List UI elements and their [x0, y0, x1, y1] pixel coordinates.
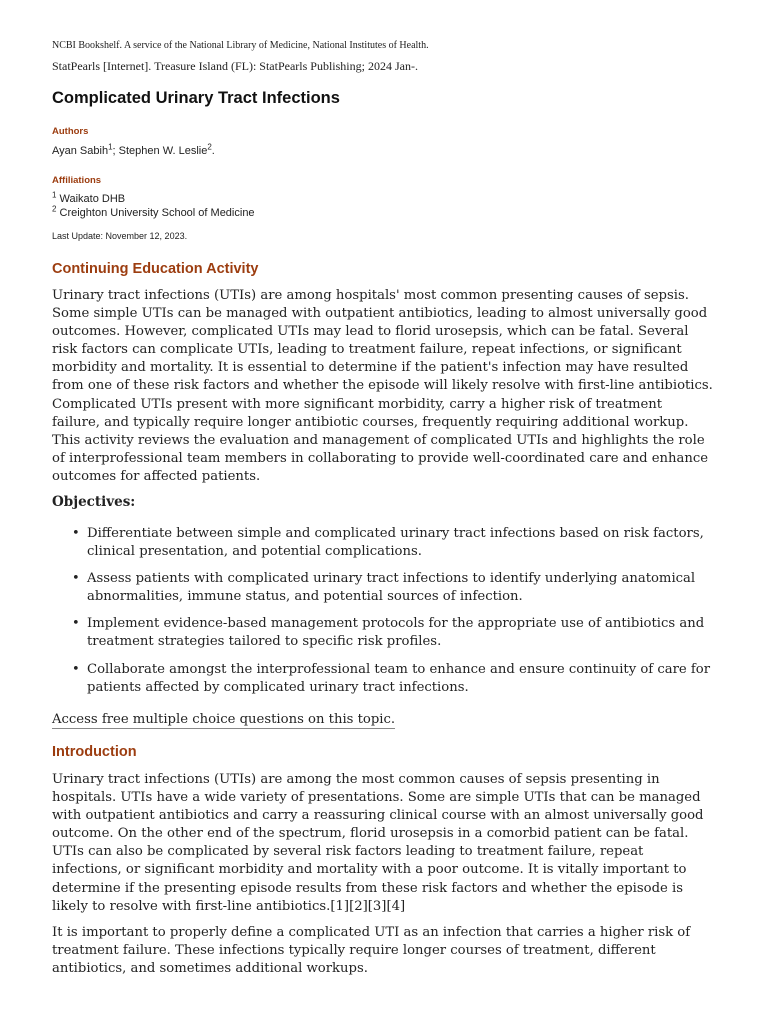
author-separator: ;	[112, 145, 119, 157]
author2-sup: 2	[207, 142, 212, 152]
last-update: Last Update: November 12, 2023.	[52, 231, 188, 241]
bookshelf-note: NCBI Bookshelf. A service of the National Library of Medicine, National Institutes of Health.	[52, 40, 429, 51]
introduction-heading: Introduction	[52, 744, 137, 760]
bullet-icon: •	[72, 616, 80, 632]
affiliation-2	[52, 204, 255, 219]
objective-item	[52, 661, 714, 697]
objective-text: Implement evidence-based management protocols for the appropriate use of antibiotics and treatment strategies tailored to specific risk profiles.	[87, 616, 705, 650]
objective-text: Assess patients with complicated urinary tract infections to identify underlying anatomical abnormalities, immune status, and potential sources of infection.	[87, 571, 696, 605]
affiliation-1-text: Waikato DHB	[59, 193, 126, 205]
affiliation-1	[52, 190, 126, 205]
reference-link-2[interactable]: [2]	[349, 898, 368, 914]
mcq-access-link[interactable]: Access free multiple choice questions on this topic.	[52, 712, 396, 727]
objective-text: Collaborate amongst the interprofessional team to enhance and ensure continuity of care for patients affected by complicated urinary tract infections.	[87, 661, 711, 695]
cea-paragraph: Urinary tract infections (UTIs) are among hospitals' most common presenting causes of sepsis. Some simple UTIs can be managed with outpatient antibiotics, leading to almost universally good outcomes. However, complicated UTIs may lead to florid urosepsis, which can be fatal. Several risk factors can complicate UTIs, leading to treatment failure, repeat infections, or significant morbidity and mortality. It is essential to determine if the patient's infection may have resulted from one of these risk factors and whether the episode will likely resolve with first-line antibiotics. Complicated UTIs present with more significant morbidity, carry a higher risk of treatment failure, and typically require longer antibiotic courses, frequently requiring additional workup. This activity reviews the evaluation and management of complicated UTIs and highlights the role of interprofessional team members in collaborating to provide well-coordinated care and enhance outcomes for affected patients.	[52, 288, 713, 484]
reference-link-1[interactable]: [1]	[330, 898, 350, 914]
objective-text: Differentiate between simple and complicated urinary tract infections based on risk factors, clinical presentation, and potential complications.	[87, 526, 704, 560]
objectives-label: Objectives:	[52, 494, 136, 510]
bullet-icon: •	[72, 571, 80, 587]
objective-item	[52, 615, 714, 651]
bullet-icon: •	[72, 661, 80, 677]
author-link-2[interactable]: Stephen W. Leslie	[118, 145, 208, 157]
reference-link-4[interactable]: [4]	[386, 898, 406, 914]
affil1-sup: 1	[52, 190, 57, 200]
author-end: .	[211, 145, 215, 157]
reference-link-3[interactable]: [3]	[367, 898, 387, 914]
intro-paragraph-1	[52, 771, 714, 916]
affil2-sup: 2	[52, 204, 57, 214]
citation-line: StatPearls [Internet]. Treasure Island (FL): StatPearls Publishing; 2024 Jan-.	[52, 59, 418, 73]
intro-paragraph-2: It is important to properly define a complicated UTI as an infection that carries a higher risk of treatment failure. These infections typically require longer courses of treatment, different antibiotics, and sometimes additional workups.	[52, 925, 691, 977]
author-link-1[interactable]: Ayan Sabih	[52, 145, 109, 157]
author1-sup: 1	[108, 142, 113, 152]
affiliation-2-text: Creighton University School of Medicine	[59, 207, 255, 219]
objectives-list	[52, 525, 714, 706]
objective-item	[52, 525, 714, 561]
authors-label: Authors	[52, 126, 89, 137]
article-title: Complicated Urinary Tract Infections	[52, 89, 340, 107]
affiliations-label: Affiliations	[52, 175, 102, 186]
authors-line	[52, 142, 215, 157]
objective-item	[52, 570, 714, 606]
bullet-icon: •	[72, 526, 80, 541]
cea-heading: Continuing Education Activity	[52, 261, 259, 277]
intro-paragraph-1-text: Urinary tract infections (UTIs) are among the most common causes of sepsis presenting in hospitals. UTIs have a wide variety of presentations. Some are simple UTIs that can be managed with outpatient antibiotics and carry a reassuring clinical course with an almost universally good outcome. On the other end of the spectrum, florid urosepsis in a comorbid patient can be fatal. UTIs can also be complicated by several risk factors leading to treatment failure, repeat infections, or significant morbidity and mortality with a poor outcome. It is vitally important to determine if the presenting episode results from these risk factors and whether the episode is likely to resolve with first-line antibiotics.	[52, 772, 704, 914]
